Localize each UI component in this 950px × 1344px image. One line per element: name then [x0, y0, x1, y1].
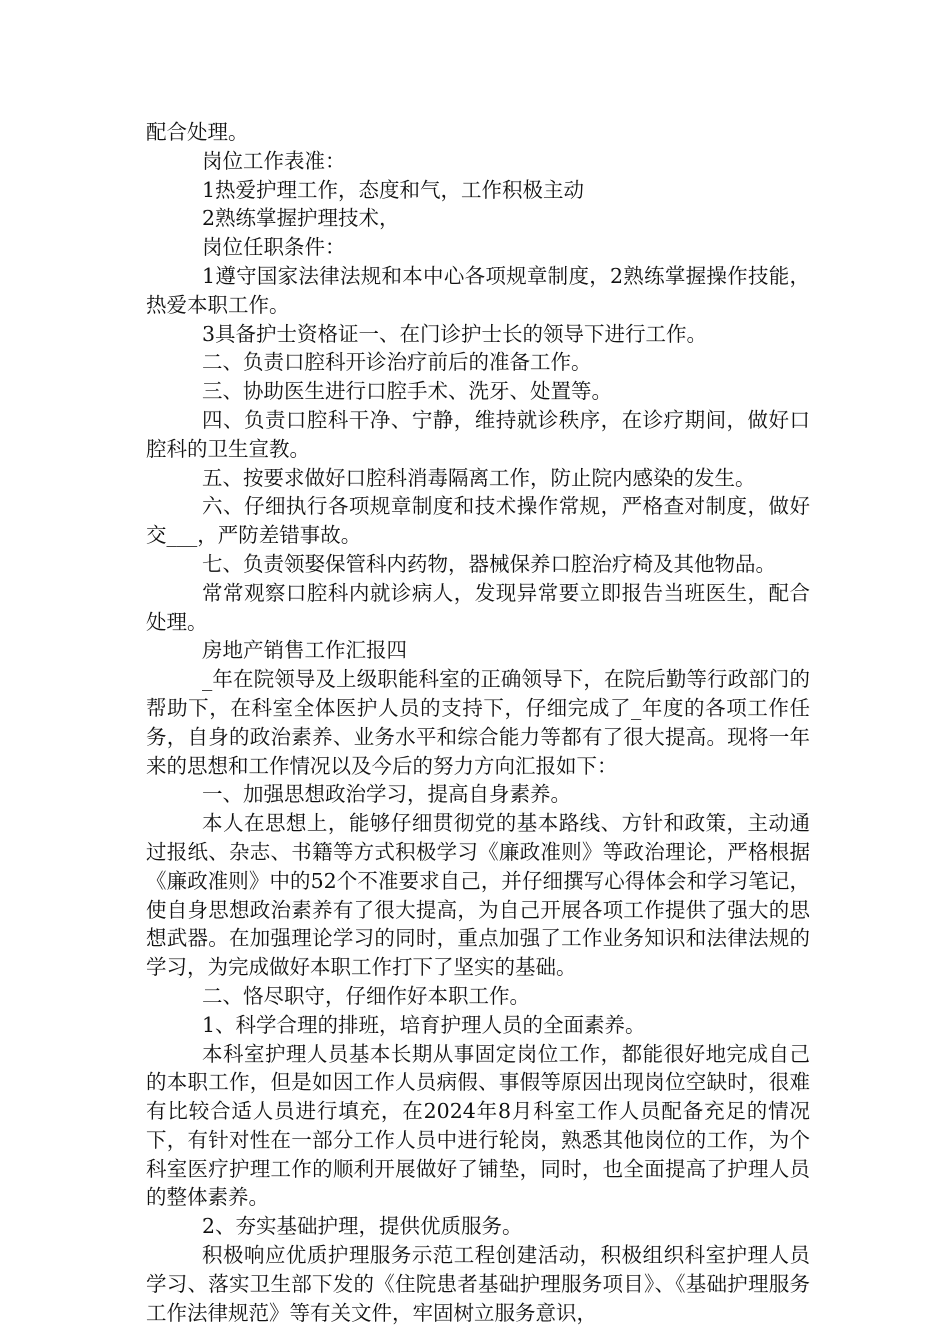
paragraph: 五、按要求做好口腔科消毒隔离工作，防止院内感染的发生。	[202, 465, 756, 490]
paragraph: _年在院领导及上级职能科室的正确领导下，在院后勤等行政部门的帮助下，在科室全体医护人员的支持下，仔细完成了_年度的各项工作任务，自身的政治素养、业务水平和综合能力等都有了很大提高。现将一年来的思想和工作情况以及今后的努力方向汇报如下：	[146, 667, 810, 778]
paragraph: 本科室护理人员基本长期从事固定岗位工作，都能很好地完成自己的本职工作，但是如因工作人员病假、事假等原因出现岗位空缺时，很难有比较合适人员进行填充，在2024年8月科室工作人员配备充足的情况下，有针对性在一部分工作人员中进行轮岗，熟悉其他岗位的工作，为个科室医疗护理工作的顺利开展做好了铺垫，同时，也全面提高了护理人员的整体素养。	[146, 1041, 810, 1210]
paragraph: 常常观察口腔科内就诊病人，发现异常要立即报告当班医生，配合处理。	[146, 580, 810, 634]
document-page	[146, 118, 810, 1327]
section-heading: 房地产销售工作汇报四	[202, 638, 407, 663]
paragraph: 3具备护士资格证一、在门诊护士长的领导下进行工作。	[202, 321, 708, 346]
paragraph: 1热爱护理工作，态度和气，工作积极主动	[202, 177, 585, 202]
paragraph: 六、仔细执行各项规章制度和技术操作常规，严格查对制度，做好交___，严防差错事故。	[146, 494, 810, 548]
subsection-heading: 2、夯实基础护理，提供优质服务。	[202, 1214, 523, 1239]
subsection-heading: 1、科学合理的排班，培育护理人员的全面素养。	[202, 1012, 646, 1037]
paragraph: 三、协助医生进行口腔手术、洗牙、处置等。	[202, 379, 612, 404]
paragraph: 岗位任职条件：	[202, 235, 346, 260]
paragraph: 七、负责领娶保管科内药物，器械保养口腔治疗椅及其他物品。	[202, 551, 776, 576]
paragraph: 配合处理。	[146, 120, 249, 144]
paragraph: 二、负责口腔科开诊治疗前后的准备工作。	[202, 350, 592, 375]
section-heading: 二、恪尽职守，仔细作好本职工作。	[202, 983, 530, 1008]
paragraph: 2熟练掌握护理技术，	[202, 206, 400, 231]
paragraph: 四、负责口腔科干净、宁静，维持就诊秩序，在诊疗期间，做好口腔科的卫生宣教。	[146, 407, 810, 461]
paragraph: 本人在思想上，能够仔细贯彻党的基本路线、方针和政策，主动通过报纸、杂志、书籍等方式积极学习《廉政准则》等政治理论，严格根据《廉政准则》中的52个不准要求自己，并仔细撰写心得体会和学习笔记，使自身思想政治素养有了很大提高，为自己开展各项工作提供了强大的思想武器。在加强理论学习的同时，重点加强了工作业务知识和法律法规的学习，为完成做好本职工作打下了坚实的基础。	[146, 811, 810, 980]
paragraph: 岗位工作表准：	[202, 148, 346, 173]
section-heading: 一、加强思想政治学习，提高自身素养。	[202, 782, 571, 807]
paragraph: 积极响应优质护理服务示范工程创建活动，积极组织科室护理人员学习、落实卫生部下发的《住院患者基础护理服务项目》、《基础护理服务工作法律规范》等有关文件，牢固树立服务意识，	[146, 1243, 810, 1325]
paragraph: 1遵守国家法律法规和本中心各项规章制度，2熟练掌握操作技能，热爱本职工作。	[146, 263, 810, 317]
